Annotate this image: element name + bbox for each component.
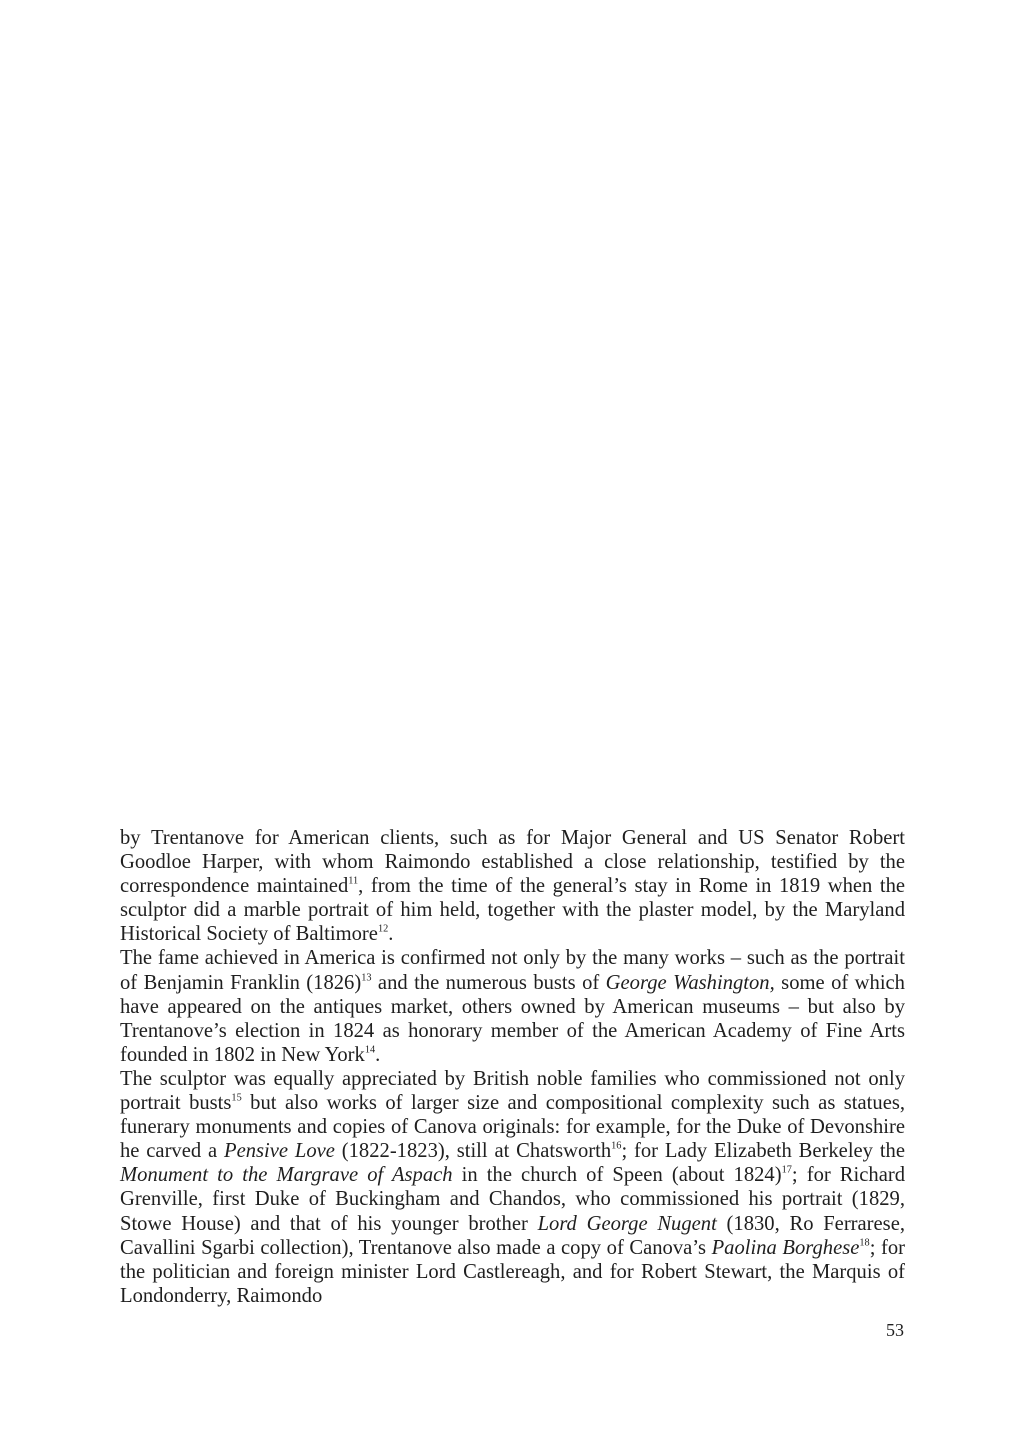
text-run: by Trentanove for American clients, such as for Major General and US Senator Robert Goodloe Harper, with whom Raimondo established a close relationship, testified by the correspondence maintained bbox=[120, 827, 905, 898]
text-run: ; for the politician and foreign minister Lord Castlereagh, and for Robert Stewart, the Marquis of Londonderry, Raimondo bbox=[120, 1236, 905, 1307]
text-run: ; for Richard Grenville, first Duke of Buckingham and Chandos, who commissioned his portrait (1829, Stowe House) and that of his younger brother bbox=[120, 1164, 906, 1235]
footnote-ref: 14 bbox=[364, 1044, 376, 1056]
text-run: in the church of Speen (about 1824) bbox=[452, 1164, 782, 1187]
paragraph bbox=[120, 946, 905, 1066]
footnote-ref: 16 bbox=[611, 1140, 622, 1152]
paragraph bbox=[120, 1067, 905, 1308]
text-run: , from the time of the general’s stay in Rome in 1819 when the sculptor did a marble portrait of him held, together with the plaster model, by the Maryland Historical Society of Baltimore bbox=[120, 875, 906, 946]
italic-title: Monument to the Margrave of Aspach bbox=[120, 1164, 453, 1187]
footnote-ref: 11 bbox=[348, 875, 359, 887]
footnote-ref: 18 bbox=[859, 1236, 870, 1248]
text-run: (1830, Ro Ferrarese, Cavallini Sgarbi collection), Trentanove also made a copy of Canova’s bbox=[120, 1212, 905, 1259]
italic-title: Pensive Love bbox=[224, 1140, 335, 1163]
text-run: and the numerous busts of bbox=[371, 971, 606, 994]
text-run: (1822-1823), still at Chatsworth bbox=[334, 1140, 612, 1163]
text-run: . bbox=[388, 923, 394, 946]
text-run: some of which have appeared on the antiques market, others owned by American museums – but also by Trentanove’s election in 1824 as honorary member of the American Academy of Fine Arts founded in 1802 in New York bbox=[120, 971, 905, 1066]
text-run: ; for Lady Elizabeth Berkeley the bbox=[621, 1140, 905, 1163]
text-run: The fame achieved in America is confirmed not only by the many works – such as the portrait of Benjamin Franklin (1826) bbox=[120, 947, 905, 994]
text-run: The sculptor was equally appreciated by British noble families who commissioned not only portrait busts bbox=[120, 1067, 905, 1115]
body-text bbox=[120, 826, 905, 1308]
text-run: . bbox=[375, 1043, 381, 1066]
footnote-ref: 15 bbox=[231, 1092, 242, 1104]
italic-title: Paolina Borghese bbox=[711, 1236, 860, 1259]
italic-title: George Washington, bbox=[605, 971, 775, 994]
footnote-ref: 17 bbox=[781, 1164, 792, 1176]
footnote-ref: 12 bbox=[377, 923, 389, 935]
text-run: but also works of larger size and compositional complexity such as statues, funerary monuments and copies of Canova originals: for example, for the Duke of Devonshire he carved a bbox=[120, 1092, 905, 1163]
footnote-ref: 13 bbox=[361, 971, 372, 983]
page-number: 53 bbox=[886, 1320, 904, 1340]
paragraph bbox=[120, 826, 905, 946]
italic-title: Lord George Nugent bbox=[537, 1212, 717, 1235]
